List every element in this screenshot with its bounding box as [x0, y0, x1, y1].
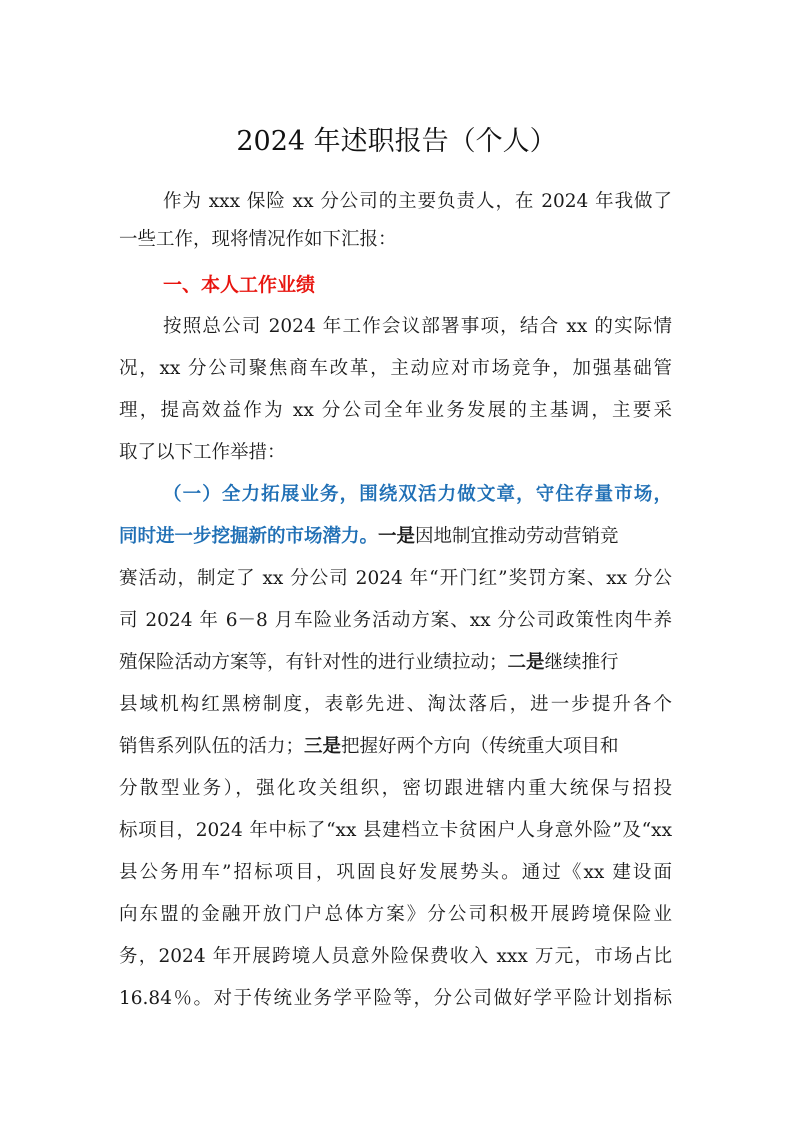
sub1-line-7	[119, 733, 672, 761]
sub1-tail-line-4: 向东盟的金融开放门户总体方案》分公司积极开展跨境保险业	[119, 904, 672, 925]
sub1-tail-line-3: 县公务用车”招标项目，巩固良好发展势头。通过《xx 建设面	[119, 862, 672, 883]
sub1-tail-line-6: 16.84％。对于传统业务学平险等，分公司做好学平险计划指标	[119, 988, 672, 1009]
sub1-line-7-after: 把握好两个方向（传统重大项目和	[341, 736, 619, 757]
document-title: 2024 年述职报告（个人）	[236, 126, 557, 157]
para1-line-4: 取了以下工作举措：	[119, 442, 286, 463]
sub1-body-line-2: 司 2024 年 6－8 月车险业务活动方案、xx 分公司政策性肉牛养	[119, 610, 672, 631]
para1-line-1: 按照总公司 2024 年工作会议部署事项，结合 xx 的实际情	[163, 316, 672, 337]
subsection-heading-line-2: 同时进一步挖掘新的市场潜力。	[119, 526, 379, 547]
marker-third: 三是	[304, 736, 342, 757]
subsection-heading-line-1: （一）全力拓展业务，围绕双活力做文章，守住存量市场，	[163, 484, 672, 505]
marker-first: 一是	[378, 526, 416, 547]
intro-line-2: 一些工作，现将情况作如下汇报：	[119, 229, 397, 250]
sub1-line-7-before: 销售系列队伍的活力；	[119, 736, 305, 757]
intro-line-1: 作为 xxx 保险 xx 分公司的主要负责人，在 2024 年我做了	[163, 191, 672, 212]
sub1-line-2-rest: 因地制宜推动劳动营销竞	[415, 526, 619, 547]
sub1-line-2	[119, 523, 672, 551]
sub1-line-5	[119, 649, 672, 677]
sub1-body-line-1: 赛活动，制定了 xx 分公司 2024 年“开门红”奖罚方案、xx 分公	[119, 568, 672, 589]
sub1-line-6: 县域机构红黑榜制度，表彰先进、淘汰落后，进一步提升各个	[119, 694, 672, 715]
sub1-line-5-before: 殖保险活动方案等，有针对性的进行业绩拉动；	[119, 652, 508, 673]
para1-line-3: 理，提高效益作为 xx 分公司全年业务发展的主基调，主要采	[119, 400, 672, 421]
sub1-tail-line-5: 务，2024 年开展跨境人员意外险保费收入 xxx 万元，市场占比	[119, 946, 672, 967]
sub1-line-5-after: 继续推行	[544, 652, 619, 673]
sub1-tail-line-2: 标项目，2024 年中标了“xx 县建档立卡贫困户人身意外险”及“xx	[119, 820, 672, 841]
para1-line-2: 况，xx 分公司聚焦商车改革，主动应对市场竞争，加强基础管	[119, 358, 672, 379]
marker-second: 二是	[507, 652, 545, 673]
sub1-tail-line-1: 分散型业务），强化攻关组织，密切跟进辖内重大统保与招投	[119, 778, 672, 799]
section-heading-achievements: 一、本人工作业绩	[163, 274, 316, 296]
